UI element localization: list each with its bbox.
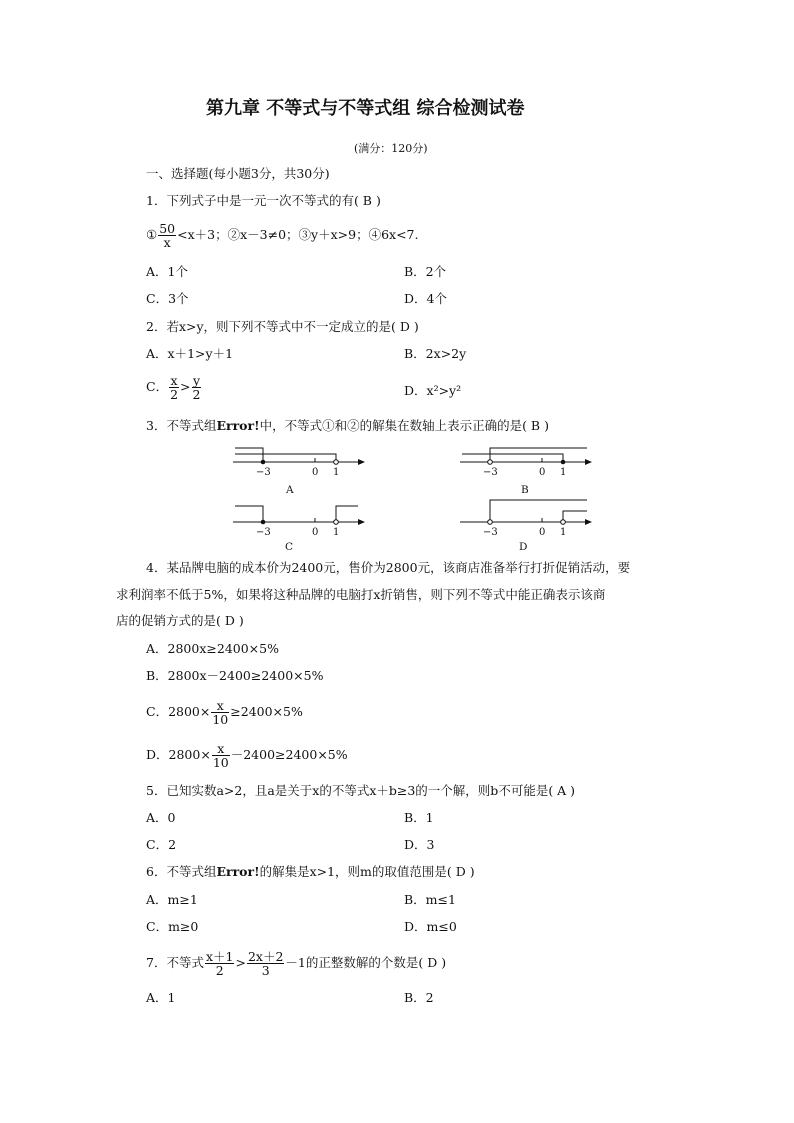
q2-option-b: B．2x>2y [404, 346, 467, 361]
q4-stem-line2: 求利润率不低于5%，如果将这种品牌的电脑打x折销售，则下列不等式中能正确表示该商 [116, 587, 606, 602]
q6-option-c: C．m≥0 [146, 919, 199, 934]
q5-option-c: C．2 [146, 837, 177, 852]
q1-option-b: B．2个 [404, 264, 447, 279]
q1-items-prefix: ① [146, 227, 158, 242]
number-line-b-point-m3 [488, 460, 493, 465]
q3-error: Error! [216, 418, 260, 433]
q2-option-d: D．x²>y² [404, 383, 462, 398]
q4-c-frac-den: 10 [212, 712, 229, 727]
q2-option-c [146, 374, 202, 401]
q2-c-frac2 [192, 374, 202, 401]
q2-c-num2: y [192, 373, 201, 388]
section-heading: 一、选择题(每小题3分，共30分) [146, 166, 330, 181]
q1-option-d: D．4个 [404, 291, 447, 306]
q4-c-fraction [211, 699, 229, 726]
number-line-c-ray-right [336, 506, 358, 522]
number-line-a-label-0: 0 [312, 467, 319, 478]
q4-d-fraction [212, 742, 230, 769]
q4-option-a: A．2800x≥2400×5% [146, 641, 279, 656]
q7-stem [146, 950, 446, 977]
q1-frac-den: x [163, 235, 171, 250]
q5-option-a: A．0 [146, 810, 176, 825]
q1-items [146, 222, 418, 249]
q4-option-b: B．2800x－2400≥2400×5% [146, 668, 324, 683]
q7-stem-a: 7．不等式 [146, 955, 204, 970]
number-line-a-ray-right [235, 454, 336, 462]
q3-stem-a: 3．不等式组 [146, 418, 217, 433]
q4-c-frac-num: x [211, 699, 229, 713]
q4-c-prefix: C．2800× [146, 704, 211, 719]
number-line-c-point-m3 [261, 520, 266, 525]
number-line-d-ray-lower [563, 511, 587, 522]
number-line-d-caption: D [519, 541, 528, 553]
q1-option-a: A．1个 [146, 264, 188, 279]
number-line-a [228, 442, 368, 498]
number-line-c-label-1: 1 [333, 527, 340, 538]
number-line-b-caption: B [521, 484, 529, 496]
number-line-c-arrow [358, 519, 365, 525]
q6-stem-b: 的解集是x>1，则m的取值范围是( D ) [259, 864, 475, 879]
q4-d-prefix: D．2800× [146, 747, 211, 762]
q2-c-op: > [180, 379, 191, 394]
number-line-c-label-0: 0 [312, 527, 319, 538]
q7-stem-b: －1的正整数解的个数是( D ) [285, 955, 447, 970]
number-line-d-point-1 [561, 520, 566, 525]
number-line-d-label-m3: −3 [483, 527, 498, 538]
number-line-a-label-m3: −3 [256, 467, 271, 478]
number-line-a-caption: A [286, 484, 294, 496]
q6-option-a: A．m≥1 [146, 892, 198, 907]
page-title: 第九章 不等式与不等式组 综合检测试卷 [206, 98, 525, 119]
q4-option-d [146, 742, 348, 769]
q5-stem: 5．已知实数a>2，且a是关于x的不等式x＋b≥3的一个解，则b不可能是( A ) [146, 783, 576, 798]
number-line-b-arrow [585, 459, 592, 465]
q2-c-prefix: C． [146, 379, 169, 394]
number-line-c-point-1 [334, 520, 339, 525]
q5-option-d: D．3 [404, 837, 435, 852]
q6-option-b: B．m≤1 [404, 892, 456, 907]
q6-error: Error! [216, 864, 260, 879]
q3-stem [146, 418, 549, 434]
q1-stem: 1．下列式子中是一元一次不等式的有( B ) [146, 193, 381, 208]
number-line-b [455, 442, 595, 498]
q2-c-frac1 [169, 374, 179, 401]
number-line-d-label-0: 0 [539, 527, 546, 538]
q2-c-num1: x [170, 373, 178, 388]
number-line-c [228, 498, 368, 554]
q4-d-rest: －2400≥2400×5% [230, 747, 348, 762]
q2-stem: 2．若x>y，则下列不等式中不一定成立的是( D ) [146, 319, 419, 334]
number-line-b-ray-right [490, 448, 587, 462]
q4-c-rest: ≥2400×5% [230, 704, 303, 719]
number-line-a-label-1: 1 [333, 467, 340, 478]
q7-option-b: B．2 [404, 990, 434, 1005]
q5-option-b: B．1 [404, 810, 434, 825]
q1-fraction [158, 222, 176, 249]
number-line-a-arrow [358, 459, 365, 465]
q4-d-frac-num: x [212, 742, 230, 756]
number-line-d [455, 498, 595, 554]
q7-frac2-num: 2x＋2 [247, 949, 284, 964]
q7-frac1-num: x＋1 [205, 949, 234, 964]
score-note: (满分：120分) [354, 142, 428, 155]
number-line-b-ray-left [462, 454, 563, 462]
q7-frac1 [205, 950, 235, 977]
q2-c-den1: 2 [170, 387, 179, 402]
number-line-c-ray-left [235, 506, 263, 522]
q3-stem-b: 中，不等式①和②的解集在数轴上表示正确的是( B ) [259, 418, 549, 433]
number-line-d-label-1: 1 [560, 527, 567, 538]
number-line-c-label-m3: −3 [256, 527, 271, 538]
number-line-a-ray-left [235, 448, 263, 462]
q1-frac-num: 50 [159, 221, 176, 236]
number-line-b-point-1 [561, 460, 566, 465]
number-line-b-label-0: 0 [539, 467, 546, 478]
q6-stem [146, 864, 475, 880]
q7-option-a: A．1 [146, 990, 176, 1005]
q4-option-c [146, 699, 303, 726]
number-line-a-point-1 [334, 460, 339, 465]
q7-frac2-den: 3 [261, 963, 270, 978]
q7-frac1-den: 2 [215, 963, 224, 978]
number-line-d-arrow [585, 519, 592, 525]
q4-stem-line3: 店的促销方式的是( D ) [116, 613, 244, 628]
number-line-c-caption: C [285, 541, 294, 553]
number-line-d-point-m3 [488, 520, 493, 525]
q1-items-rest: <x＋3；②x－3≠0；③y＋x>9；④6x<7. [177, 227, 419, 242]
q1-option-c: C．3个 [146, 291, 189, 306]
q7-frac2 [247, 950, 284, 977]
number-line-b-label-m3: −3 [483, 467, 498, 478]
q6-option-d: D．m≤0 [404, 919, 457, 934]
q6-stem-a: 6．不等式组 [146, 864, 217, 879]
q4-stem-line1: 4．某品牌电脑的成本价为2400元，售价为2800元，该商店准备举行打折促销活动，要 [146, 560, 631, 575]
q7-op: > [235, 955, 246, 970]
q2-c-den2: 2 [192, 387, 201, 402]
q4-d-frac-den: 10 [212, 755, 229, 770]
q2-option-a: A．x＋1>y＋1 [146, 346, 234, 361]
number-line-a-point-m3 [261, 460, 266, 465]
number-line-b-label-1: 1 [560, 467, 567, 478]
